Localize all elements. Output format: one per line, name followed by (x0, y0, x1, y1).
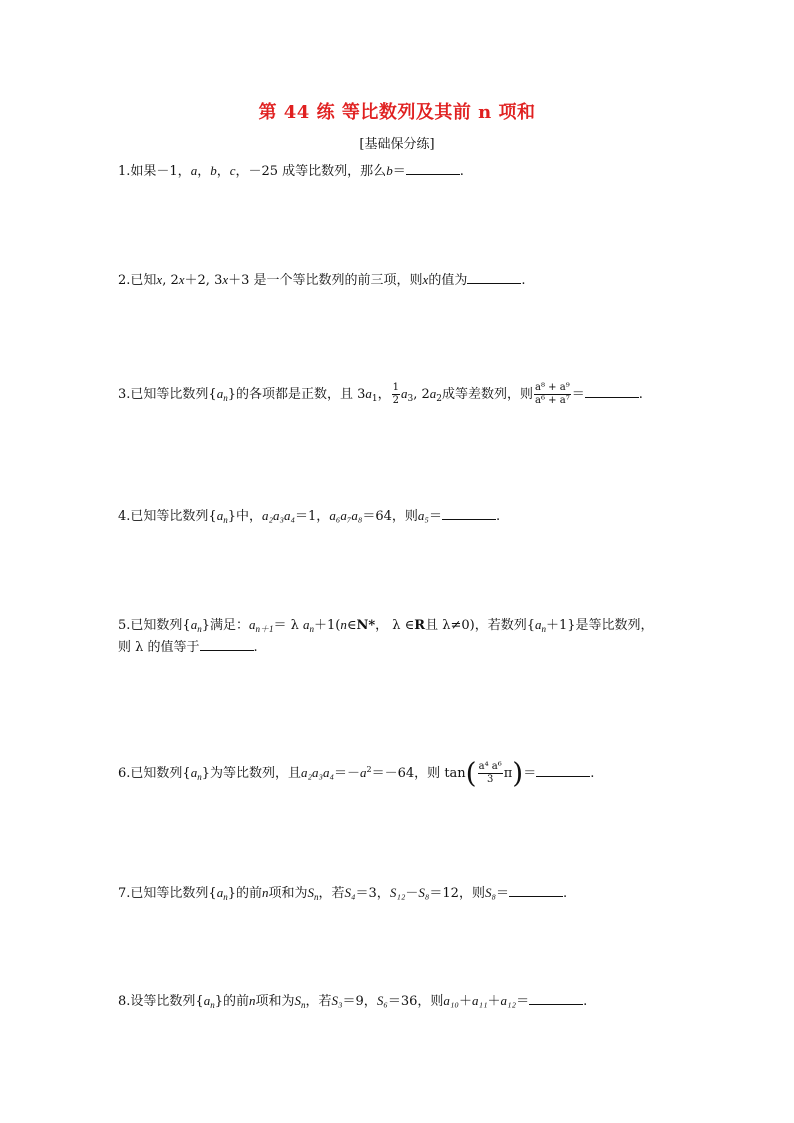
product-term: a₂a₃a₄ (261, 508, 296, 523)
text: ＋ (458, 994, 472, 1009)
answer-blank[interactable] (529, 992, 583, 1005)
text: 则 λ 的值等于 (118, 640, 200, 655)
text: }中， (227, 509, 262, 524)
subscript: 1 (371, 394, 378, 404)
subscript: n (223, 515, 228, 525)
subscript: n (300, 1000, 306, 1010)
question-number: 3. (118, 387, 131, 402)
var-n: n (261, 885, 269, 900)
var-b: b (210, 163, 217, 178)
fraction-ratio (534, 382, 571, 407)
section-subtitle: [基础保分练] (359, 137, 435, 152)
text: }为等比数列，且 (201, 766, 301, 781)
text: 已知 (130, 273, 157, 288)
question-3 (118, 382, 643, 407)
question-5-line-2 (118, 637, 654, 659)
text: ＝ (571, 387, 585, 402)
var-c: c (229, 163, 236, 178)
var-a: a (360, 765, 367, 780)
text: ， (197, 164, 211, 179)
question-4 (118, 505, 500, 528)
text: ＝3， (355, 886, 390, 901)
product-term: a₆a₇a₈ (329, 508, 363, 523)
right-paren: ) (512, 756, 524, 790)
text: 已知等比数列{ (130, 387, 217, 402)
var-a: a (365, 386, 372, 401)
subscript: n (541, 624, 546, 634)
text: . (521, 273, 526, 288)
set-N: N* (356, 618, 376, 633)
question-number: 4. (118, 509, 131, 524)
var-x: x (222, 272, 229, 287)
term-S3: S₃ (331, 993, 343, 1008)
text: ， (377, 387, 391, 402)
term-a10: a₁₀ (443, 993, 459, 1008)
subscript: n (313, 892, 319, 902)
text: , 2 (162, 273, 179, 288)
text: ＝ (516, 994, 530, 1009)
denominator: 2 (392, 395, 399, 406)
text: ＝1， (295, 509, 330, 524)
text: ＋3 是一个等比数列的前三项，则 (228, 273, 423, 288)
text: ，若 (318, 886, 345, 901)
text: ＝－64，则 tan (371, 766, 466, 781)
text: 已知数列{ (130, 766, 191, 781)
text: }的前 (214, 994, 249, 1009)
term-a5: a₅ (417, 508, 429, 523)
left-paren: ( (465, 756, 477, 790)
answer-blank[interactable] (536, 764, 590, 777)
fraction-tan-arg (478, 761, 503, 786)
text: ＋ (487, 994, 501, 1009)
numerator: a⁸ + a⁹ (535, 382, 570, 393)
text: ＝－ (334, 766, 361, 781)
text: 已知等比数列{ (130, 509, 217, 524)
text: 如果－1， (130, 164, 191, 179)
term-S8: S₈ (484, 885, 496, 900)
question-number: 6. (118, 766, 131, 781)
term-S4: S₄ (344, 885, 356, 900)
subscript: n (223, 892, 228, 902)
text: ， λ ∈ (375, 618, 415, 633)
var-a: a (216, 885, 224, 900)
text: ＋2, 3 (184, 273, 223, 288)
text: ＝ (495, 886, 509, 901)
subscript: n (223, 393, 228, 403)
answer-blank[interactable] (442, 507, 496, 520)
var-a: a (216, 508, 224, 523)
text: 成等差数列，则 (442, 387, 534, 402)
text: }满足： (201, 618, 249, 633)
subscript: n＋1 (255, 624, 274, 634)
subscript: n (309, 624, 314, 634)
text: ，－25 成等比数列，那么 (235, 164, 387, 179)
numerator: a⁴ a⁶ (478, 761, 502, 772)
var-x: x (178, 272, 185, 287)
superscript: 2 (366, 765, 372, 774)
var-b: b (386, 163, 393, 178)
var-a: a (190, 163, 198, 178)
question-number: 8. (118, 994, 131, 1009)
text: ＝9， (342, 994, 377, 1009)
term-S8: S₈ (418, 885, 430, 900)
answer-blank[interactable] (406, 162, 460, 175)
var-a: a (535, 617, 542, 632)
var-a: a (429, 386, 437, 401)
term-a11: a₁₁ (471, 993, 488, 1008)
numerator: 1 (392, 382, 399, 393)
text: ＋1( (314, 618, 341, 633)
question-7 (118, 882, 567, 905)
var-a: a (216, 386, 224, 401)
question-number: 2. (118, 273, 131, 288)
subscript: n (210, 1000, 215, 1010)
answer-blank[interactable] (509, 884, 563, 897)
text: 设等比数列{ (130, 994, 204, 1009)
denominator: 3 (486, 774, 494, 785)
text: }的各项都是正数，且 3 (227, 387, 366, 402)
text: . (563, 886, 568, 901)
text: ＝12，则 (429, 886, 485, 901)
answer-blank[interactable] (200, 638, 254, 651)
text: . (253, 640, 258, 655)
text: }的前 (227, 886, 262, 901)
question-1 (118, 160, 464, 183)
var-a: a (190, 617, 198, 632)
text: . (495, 509, 501, 524)
subscript: n (197, 772, 202, 782)
text: ＝ λ (273, 618, 303, 633)
question-number: 5. (118, 618, 131, 633)
text: , 2 (413, 387, 430, 402)
pi-symbol: π (503, 766, 513, 781)
text: ＝36，则 (387, 994, 444, 1009)
question-5 (118, 614, 654, 659)
term-S6: S₆ (376, 993, 388, 1008)
text: ， (216, 164, 230, 179)
text: ∈ (346, 618, 357, 633)
subscript: n (197, 624, 202, 634)
page-title: 第 44 练 等比数列及其前 n 项和 (258, 102, 536, 123)
text: . (590, 766, 595, 781)
term-a12: a₁₂ (500, 993, 517, 1008)
var-x: x (156, 272, 163, 287)
text: ，若 (305, 994, 332, 1009)
term-S12: S₁₂ (389, 885, 406, 900)
answer-blank[interactable] (467, 271, 521, 284)
text: ＝ (392, 164, 406, 179)
var-a: a (248, 617, 256, 632)
answer-blank[interactable] (585, 385, 639, 398)
text: － (405, 886, 419, 901)
text: 已知等比数列{ (130, 886, 217, 901)
question-number: 1. (118, 164, 131, 179)
question-5-line-1 (118, 614, 654, 637)
text: ＋1}是等比数列， (546, 618, 654, 633)
text: ＝64，则 (362, 509, 418, 524)
var-a: a (190, 765, 198, 780)
text: 项和为 (268, 886, 308, 901)
text: . (459, 164, 464, 179)
var-a: a (401, 386, 408, 401)
var-S: S (294, 993, 301, 1008)
var-n: n (248, 993, 256, 1008)
question-6 (118, 756, 595, 790)
text: . (583, 994, 588, 1009)
var-a: a (203, 993, 211, 1008)
denominator: a⁶ + a⁷ (535, 395, 570, 406)
var-n: n (340, 617, 347, 632)
subscript: 2 (436, 394, 443, 404)
text: ＝ (428, 509, 442, 524)
question-2 (118, 269, 525, 292)
text: ＝ (523, 766, 537, 781)
question-8 (118, 990, 587, 1013)
var-S: S (307, 885, 314, 900)
var-a: a (303, 617, 310, 632)
text: . (638, 387, 643, 402)
product-term: a₂a₃a₄ (300, 765, 335, 780)
subscript: 3 (407, 394, 414, 404)
text: 项和为 (255, 994, 295, 1009)
var-x: x (422, 272, 429, 287)
text: 且 λ≠0)，若数列{ (425, 618, 535, 633)
text: 已知数列{ (130, 618, 191, 633)
question-number: 7. (118, 886, 131, 901)
fraction-half (392, 382, 400, 407)
text: 的值为 (428, 273, 468, 288)
set-R: R (414, 618, 426, 633)
